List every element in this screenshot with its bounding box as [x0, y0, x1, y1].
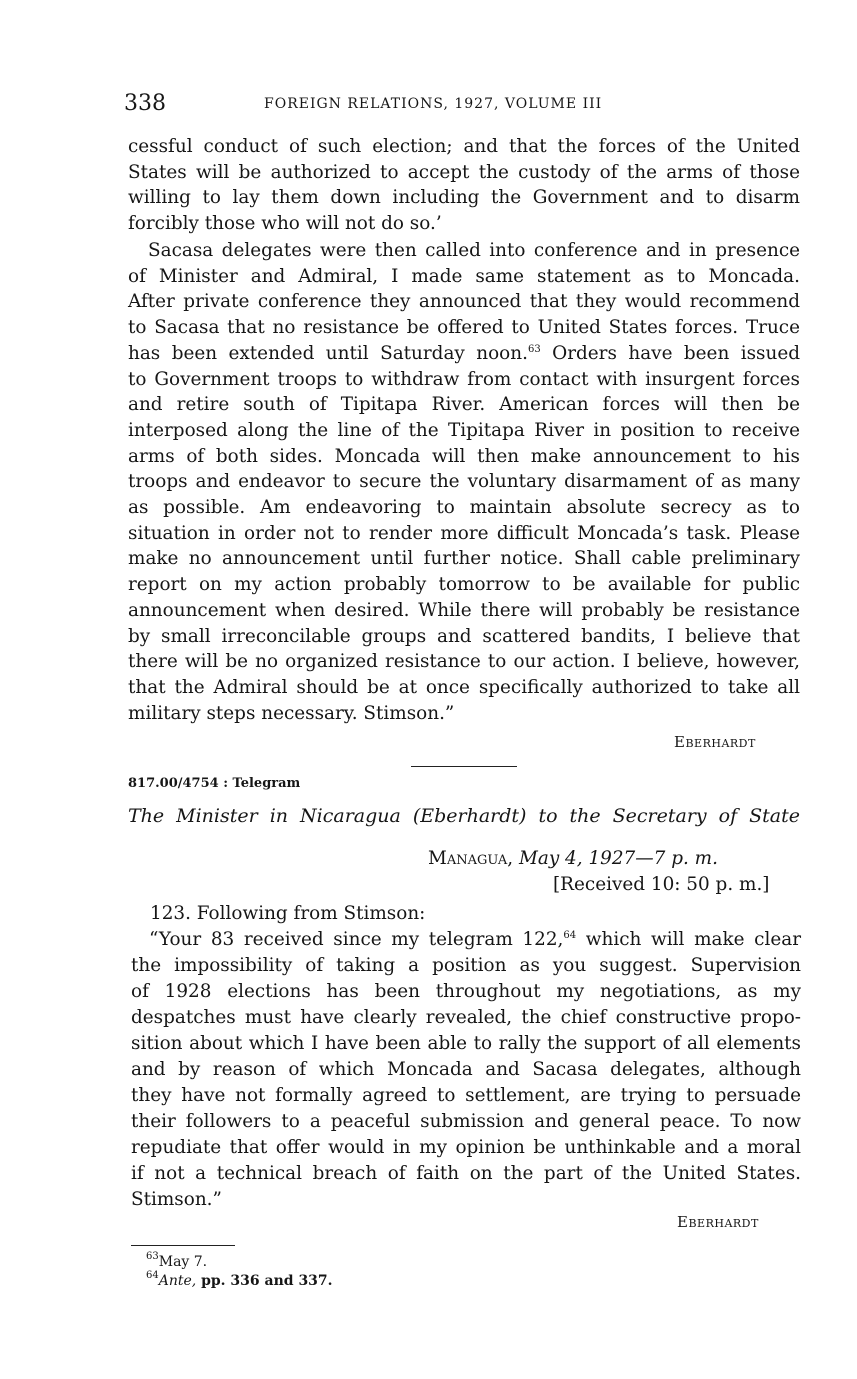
text-fragment: which will make clear	[585, 929, 801, 950]
text-line: despatches must have clearly revealed, the chief constructive propo-	[131, 1007, 801, 1028]
dateline	[428, 848, 718, 869]
page-header	[124, 91, 814, 117]
footnote-63	[146, 1251, 208, 1270]
text-fragment: “Your 83 received since my telegram 122,	[149, 929, 564, 950]
paragraph-sacasa	[128, 238, 800, 726]
paragraph-stimson	[131, 927, 801, 1213]
text-line-with-footnote	[128, 341, 800, 367]
footnote-text-italic: Ante,	[158, 1273, 197, 1289]
text-line: to Sacasa that no resistance be offered to United States forces. Truce	[128, 317, 800, 339]
document-title: The Minister in Nicaragua (Eberhardt) to the Secretary of State	[128, 805, 800, 827]
text-fragment: has been extended until Saturday noon.	[128, 342, 528, 364]
text-line: there will be no organized resistance to our action. I believe, however,	[128, 651, 800, 673]
footnote-64	[146, 1270, 333, 1289]
running-title: FOREIGN RELATIONS, 1927, VOLUME III	[264, 96, 603, 112]
text-line: troops and endeavor to secure the voluntary disarmament of as many	[128, 471, 800, 493]
text-line: of 1928 elections has been throughout my negotiations, as my	[131, 981, 801, 1002]
text-line: report on my action probably tomorrow to be available for public	[128, 574, 800, 596]
document-reference: 817.00/4754 : Telegram	[128, 776, 301, 791]
text-line: make no announcement until further notice. Shall cable preliminary	[128, 548, 800, 570]
text-line: willing to lay them down including the Government and to disarm	[128, 187, 800, 209]
signature: Eberhardt	[674, 733, 756, 751]
footnote-divider	[131, 1245, 235, 1246]
text-line: repudiate that offer would in my opinion be unthinkable and a moral	[131, 1137, 801, 1158]
text-line: After private conference they announced that they would recommend	[128, 291, 800, 313]
text-line: Stimson.”	[131, 1189, 222, 1210]
dateline-date: May 4, 1927—7 p. m.	[519, 848, 718, 869]
text-line: interposed along the line of the Tipitapa River in position to receive	[128, 419, 800, 441]
paragraph-continuation	[128, 134, 800, 237]
text-line: and retire south of Tipitapa River. American forces will then be	[128, 394, 800, 416]
footnote-mark: 63	[146, 1251, 159, 1262]
paragraph-intro	[128, 901, 800, 927]
text-line: situation in order not to render more difficult Moncada’s task. Please	[128, 522, 800, 544]
text-line: cessful conduct of such election; and that the forces of the United	[128, 136, 800, 157]
text-line: to Government troops to withdraw from contact with insurgent forces	[128, 368, 800, 390]
footnote-mark: 64	[146, 1270, 159, 1281]
text-line: as possible. Am endeavoring to maintain absolute secrecy as to	[128, 497, 800, 519]
page-number: 338	[124, 91, 166, 116]
text-line: forcibly those who will not do so.’	[128, 213, 442, 235]
text-line: announcement when desired. While there will probably be resistance	[128, 599, 800, 621]
footnote-ref-63[interactable]: 63	[527, 343, 541, 355]
text-line-with-footnote	[131, 927, 801, 953]
text-line: they have not formally agreed to settlement, are trying to persuade	[131, 1085, 801, 1106]
text-line: and by reason of which Moncada and Sacasa delegates, although	[131, 1059, 801, 1080]
text-line: military steps necessary. Stimson.”	[128, 702, 455, 724]
dateline-place: Managua,	[428, 848, 514, 869]
text-line: Sacasa delegates were then called into conference and in presence	[148, 240, 800, 261]
received-time: [Received 10: 50 p. m.]	[553, 874, 770, 895]
text-line: their followers to a peaceful submission and general peace. To now	[131, 1111, 801, 1132]
text-line: States will be authorized to accept the custody of the arms of those	[128, 161, 800, 183]
text-line: if not a technical breach of faith on the part of the United States.	[131, 1163, 801, 1184]
text-line: by small irreconcilable groups and scattered bandits, I believe that	[128, 625, 800, 647]
section-divider	[411, 766, 517, 767]
footnote-text: pp. 336 and 337.	[196, 1273, 333, 1289]
text-line: the impossibility of taking a position as you suggest. Supervision	[131, 955, 801, 976]
text-line: sition about which I have been able to rally the support of all elements	[131, 1033, 801, 1054]
text-line: 123. Following from Stimson:	[150, 903, 426, 924]
text-line: that the Admiral should be at once specifically authorized to take all	[128, 676, 800, 698]
signature: Eberhardt	[677, 1213, 759, 1231]
text-line: arms of both sides. Moncada will then make announcement to his	[128, 445, 800, 467]
footnote-text: May 7.	[158, 1254, 208, 1270]
text-line: of Minister and Admiral, I made same statement as to Moncada.	[128, 265, 800, 287]
text-fragment: Orders have been issued	[552, 342, 800, 364]
footnote-ref-64[interactable]: 64	[563, 930, 577, 941]
